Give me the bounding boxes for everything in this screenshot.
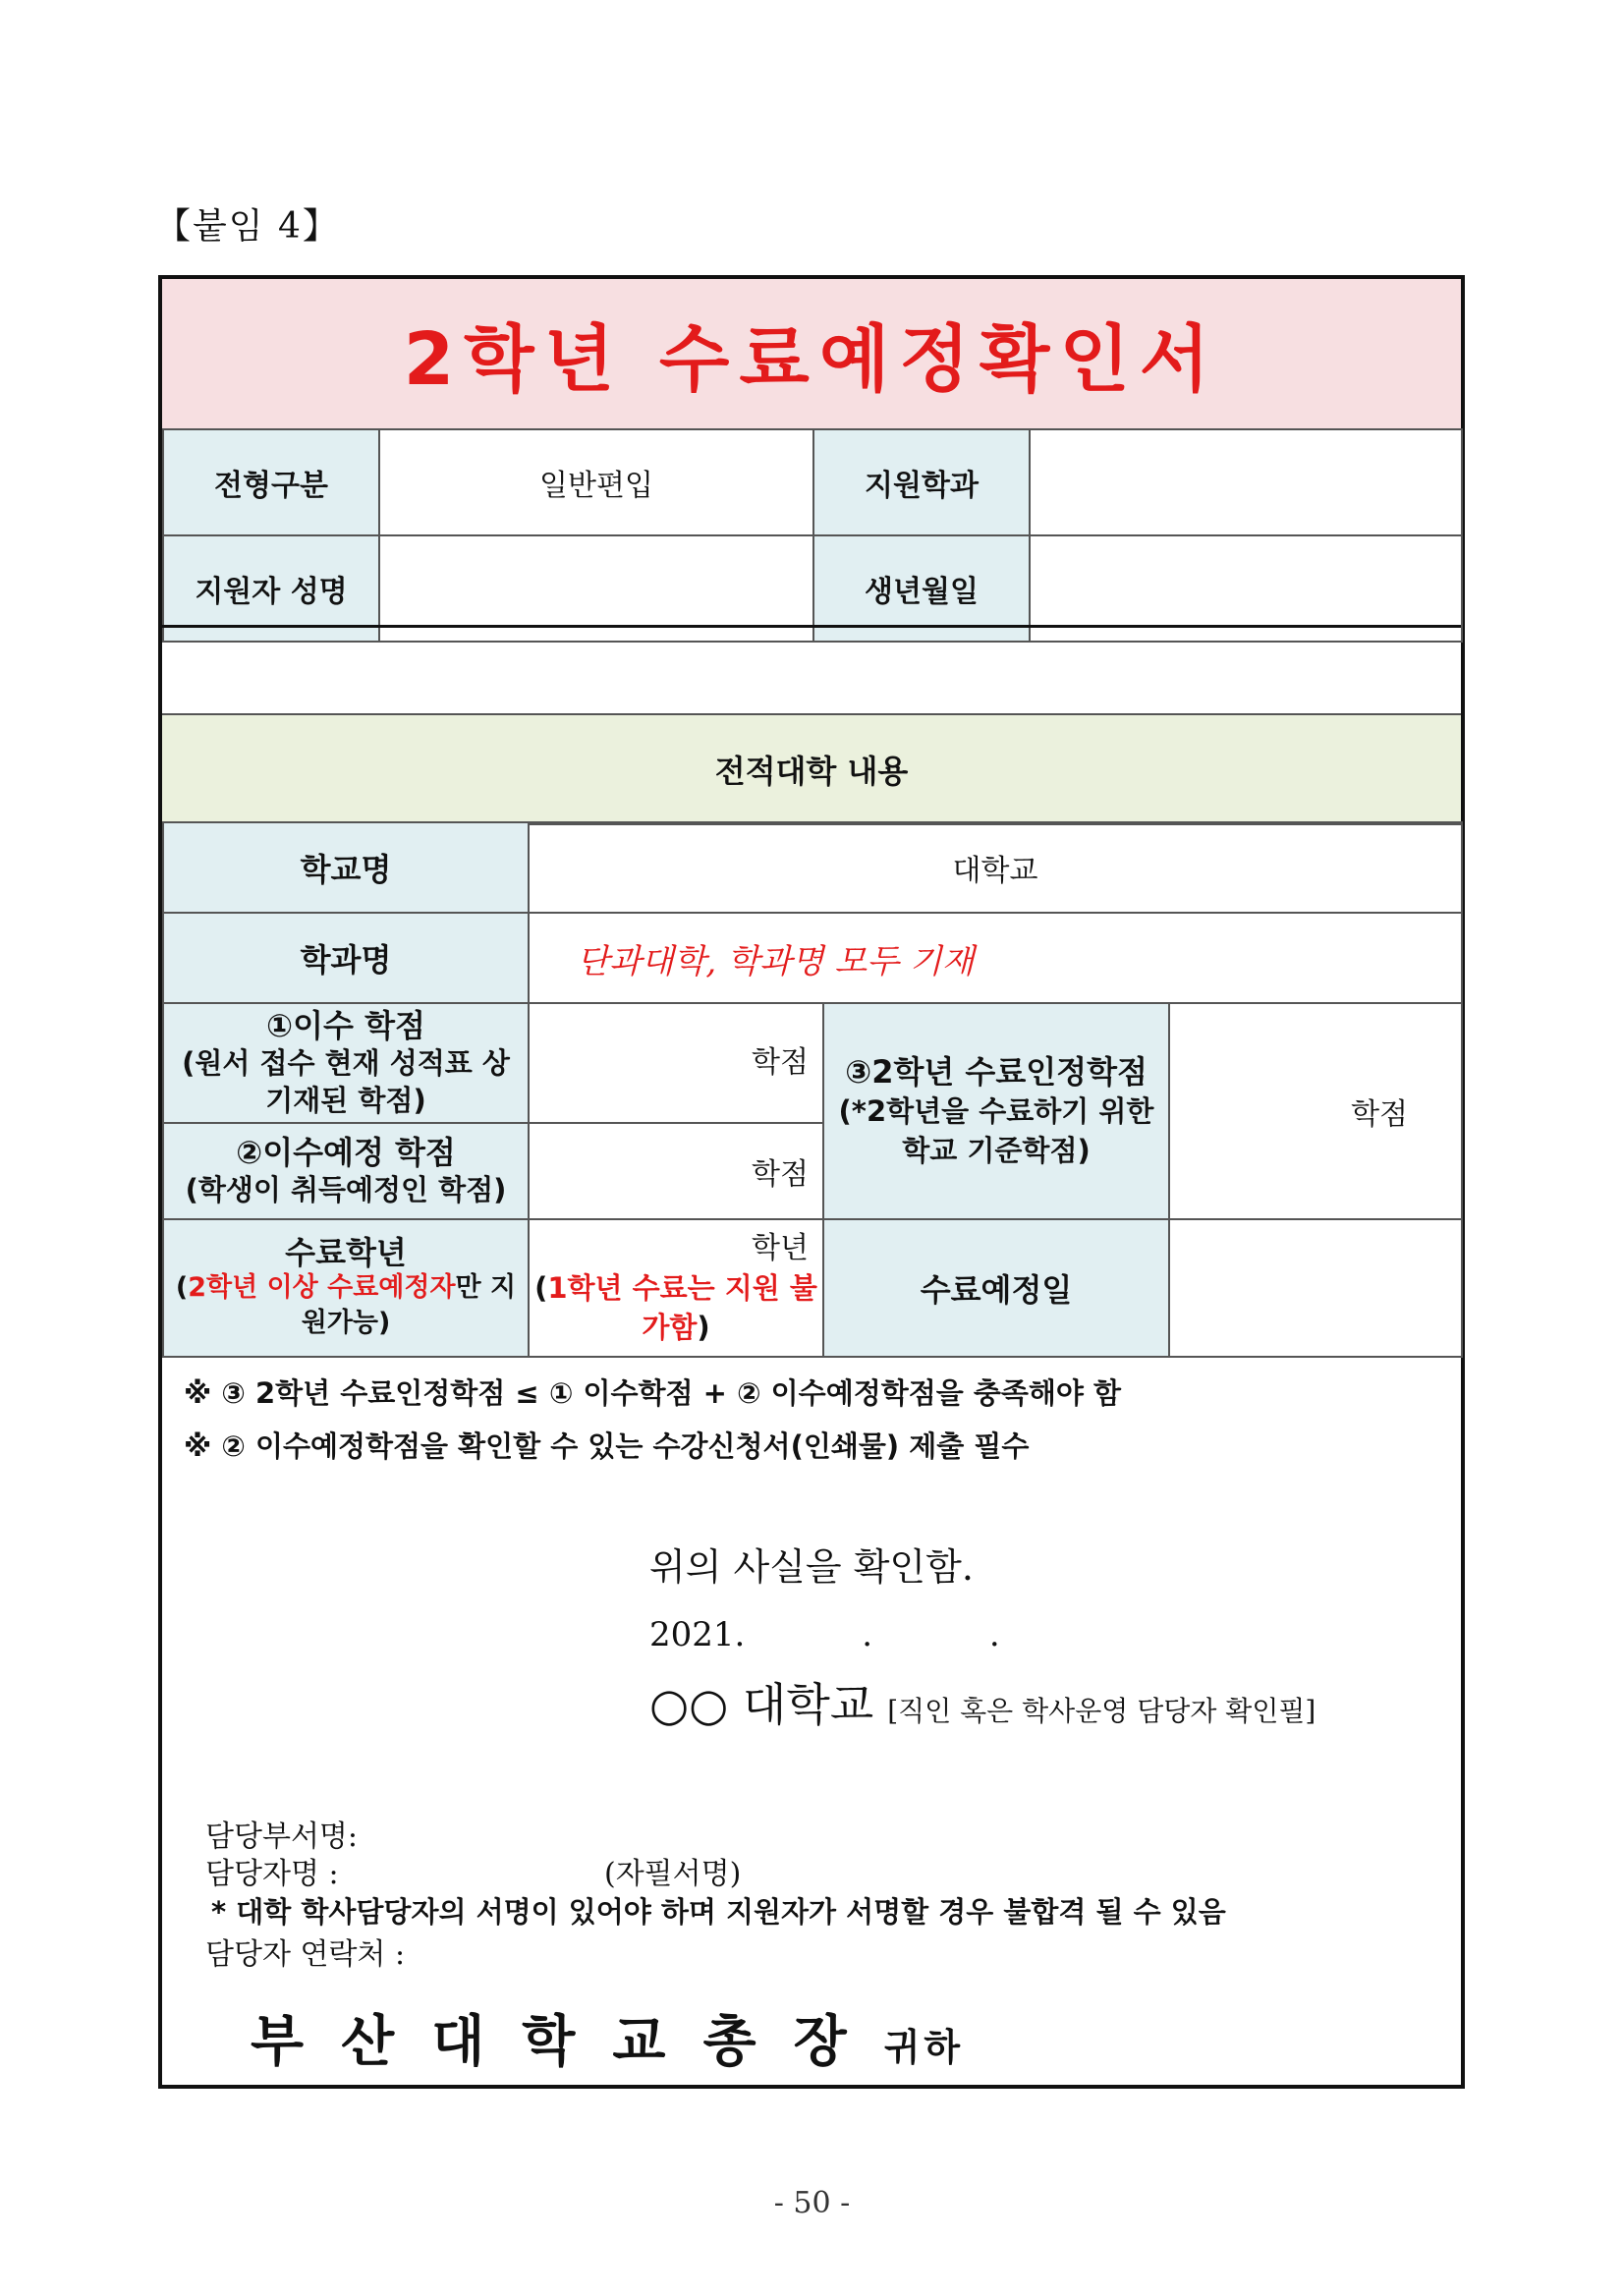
type-value: 일반편입 <box>379 429 813 535</box>
attachment-label: 【붙임 4】 <box>155 206 340 247</box>
applicant-table <box>162 428 1463 643</box>
certificate-frame <box>158 275 1465 2089</box>
officer-label: 담당자명 : <box>205 1857 339 1891</box>
grade-note-open: ( <box>175 1272 189 1303</box>
prior-school-table <box>162 821 1463 1358</box>
note-1: ※ ③ 2학년 수료인정학점 ≤ ① 이수학점 + ② 이수예정학점을 충족해야 함 <box>184 1376 1122 1410</box>
completion-date-label: 수료예정일 <box>823 1219 1169 1357</box>
spacer-row <box>162 625 1461 716</box>
page-title: 2학년 수료예정확인서 <box>403 317 1220 402</box>
contact-label: 담당자 연락처 : <box>205 1937 406 1972</box>
title-band <box>162 279 1461 430</box>
credit2-label-desc: (학생이 취득예정인 학점) <box>185 1173 507 1206</box>
type-label: 전형구분 <box>163 429 379 535</box>
closing-line <box>251 1998 964 2077</box>
credit2-label-title: ②이수예정 학점 <box>236 1134 456 1171</box>
date-text: 2021. . . <box>649 1615 1000 1654</box>
grade-label <box>163 1219 529 1357</box>
credit2-unit: 학점 <box>752 1157 809 1192</box>
grade-value-open: ( <box>534 1271 548 1305</box>
note-2: ※ ② 이수예정학점을 확인할 수 있는 수강신청서(인쇄물) 제출 필수 <box>184 1429 1030 1463</box>
confirm-text: 위의 사실을 확인함. <box>649 1545 974 1589</box>
credit1-label-title: ①이수 학점 <box>266 1007 425 1044</box>
grade-label-note <box>164 1270 528 1341</box>
credit3-label-desc: (*2학년을 수료하기 위한 학교 기준학점) <box>838 1094 1154 1167</box>
credit3-label-title: ③2학년 수료인정학점 <box>845 1053 1148 1091</box>
credit2-label <box>163 1123 529 1219</box>
school-value: 대학교 <box>529 822 1462 913</box>
university-signature <box>649 1669 1316 1734</box>
completion-date-value <box>1169 1219 1462 1357</box>
grade-note-rest: 만 지원가능) <box>301 1272 517 1338</box>
closing-suffix: 귀하 <box>883 2025 965 2069</box>
credit1-value <box>529 1003 823 1123</box>
major-label: 학과명 <box>163 913 529 1003</box>
warning-text: * 대학 학사담당자의 서명이 있어야 하며 지원자가 서명할 경우 불합격 될 수 있음 <box>211 1895 1226 1929</box>
credit3-label <box>823 1003 1169 1219</box>
major-hint: 단과대학, 학과명 모두 기재 <box>529 913 1462 1003</box>
name-label: 지원자 성명 <box>163 535 379 642</box>
credit1-label <box>163 1003 529 1123</box>
dept-name-label: 담당부서명: <box>205 1820 359 1854</box>
credit1-unit: 학점 <box>752 1045 809 1080</box>
grade-note-red: 2학년 이상 수료예정자 <box>188 1272 456 1303</box>
grade-label-title: 수료학년 <box>285 1234 407 1271</box>
grade-value-note <box>530 1268 822 1347</box>
school-label: 학교명 <box>163 822 529 913</box>
closing-recipient: 부산대학교총장 <box>251 2009 884 2074</box>
dept-label: 지원학과 <box>813 429 1030 535</box>
credit1-label-desc: (원서 접수 현재 성적표 상 기재된 학점) <box>182 1046 510 1117</box>
signature-label: (자필서명) <box>604 1857 742 1891</box>
credit3-unit: 학점 <box>1351 1097 1409 1132</box>
credit2-value <box>529 1123 823 1219</box>
birth-label: 생년월일 <box>813 535 1030 642</box>
grade-value-close: ) <box>697 1311 710 1344</box>
university-name: ○○ 대학교 <box>649 1678 874 1731</box>
dept-value <box>1030 429 1462 535</box>
grade-value-red: 1학년 수료는 지원 불가함 <box>547 1271 817 1344</box>
credit3-value <box>1169 1003 1462 1219</box>
seal-note: [직인 혹은 학사운영 담당자 확인필] <box>887 1695 1316 1727</box>
grade-unit: 학년 <box>752 1231 809 1265</box>
page-number: - 50 - <box>773 2186 851 2220</box>
section-title: 전적대학 내용 <box>162 713 1461 825</box>
grade-value <box>529 1219 823 1357</box>
